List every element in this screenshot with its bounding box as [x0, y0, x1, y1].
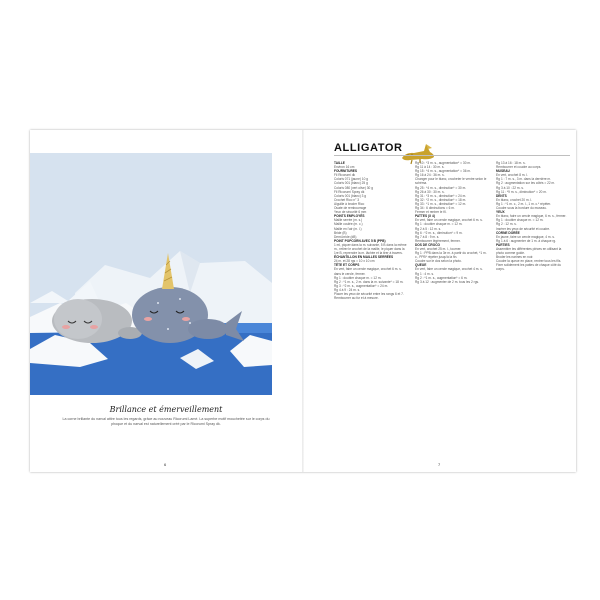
book-spread: [30, 130, 576, 472]
pattern-line: Rg 4 à 9 : 24 m. s.: [334, 287, 361, 292]
pattern-line: 1 ml, piquer dans la m. suivante, 5 B dans la même m., retirer le crochet de la maille, le piquer dans la 1re B, reprendre la m. lâchée et la tirer à travers.: [334, 242, 407, 256]
pattern-line: Rembourrer au fur et à mesure.: [334, 296, 379, 301]
pattern-line: Rg 11 : *9 m. s., diminution* = 20 m.: [496, 189, 547, 194]
pattern-heading: POINTS EMPLOYÉS: [334, 214, 365, 219]
pattern-title: ALLIGATOR: [334, 142, 403, 154]
pattern-line: Rg 1 : 7 m. s., 3 m. dans la dernière m.: [496, 177, 552, 182]
pattern-line: Aiguille à broder Rico: [334, 201, 365, 206]
pattern-line: Coloris 071 (jaune) 10 g: [334, 177, 369, 182]
pattern-heading: CORNE DORÉE: [496, 230, 520, 235]
pattern-line: En vert, crochet 25 m. l., tourner.: [415, 246, 462, 251]
pattern-line: Bride (B): [334, 230, 347, 235]
pattern-heading: PATTES (X 4): [415, 214, 435, 219]
pattern-heading: PARTIES: [496, 242, 510, 247]
pattern-line: En blanc, faire un cercle magique, 6 m. s., fermer.: [496, 214, 567, 219]
pattern-heading: DENTS: [496, 193, 507, 198]
pattern-line: Broder les narines en noir.: [496, 255, 534, 260]
pattern-line: Rg 6 : *2 m. s., diminution* = 9 m.: [415, 230, 463, 235]
pattern-line: Demi-bride (dB): [334, 234, 357, 239]
pattern-line: Rg 32 : *2 m. s., diminution* = 18 m.: [415, 197, 467, 202]
pattern-line: En blanc, crochet 20 m. l.: [496, 197, 532, 202]
pattern-line: Rg 10 : *3 m. s., augmentation* = 30 m.: [415, 161, 471, 165]
pattern-line: Rg 2 : 12 m. s.: [496, 222, 517, 227]
pattern-line: Coudre sous la bordure du museau.: [496, 206, 547, 211]
pattern-line: En vert, faire un cercle magique, crochet 6 m. s.: [415, 218, 483, 223]
caption-title: Brillance et émerveillement: [109, 405, 223, 414]
pattern-line: Rg 15 : *4 m. s., augmentation* = 36 m.: [415, 169, 471, 174]
pattern-line: Fil Ricorumi Spray dk: [334, 189, 365, 194]
pattern-line: En vert, faire un cercle magique, crochet 6 m. s. dans le cercle, fermer.: [334, 267, 402, 276]
pattern-line: Rembourrer et coudre au corps.: [496, 165, 542, 170]
pattern-line: Rg 1 : PPB dans la 3e m. à partir du crochet, *1 m. c., PPB* répéter jusqu'à la fin.: [415, 251, 487, 260]
pattern-line: En vert, crochet 8 m. l.: [496, 173, 528, 178]
pattern-heading: TÊTE ET CORPS: [334, 263, 360, 268]
pattern-line: Ouate de rembourrage: [334, 206, 367, 211]
pattern-column-3: [496, 161, 570, 456]
pattern-column-2: [415, 161, 489, 456]
pattern-line: Rg 31 : *3 m. s., diminution* = 24 m.: [415, 193, 467, 198]
pattern-line: Rg 11 à 14 : 30 m. s.: [415, 165, 445, 170]
pattern-line: Assembler les différentes pièces en utilisant la photo comme guide.: [496, 246, 562, 256]
pattern-line: Insérer les yeux de sécurité et coudre.: [496, 226, 551, 231]
pattern-line: Rembourrer légèrement, fermer.: [415, 238, 461, 243]
pattern-line: Rg 2 : augmentation sur les côtés = 22 m.: [496, 181, 556, 186]
pattern-line: Rg 3 à 10 : 22 m. s.: [496, 185, 524, 190]
pattern-heading: DOS DE CROCO: [415, 242, 440, 247]
pattern-line: Maille serrée (m. s.): [334, 218, 363, 223]
pattern-line: Rg 7 à 8 : 9 m. s.: [415, 234, 440, 239]
title-rule: [334, 155, 570, 156]
pattern-line: En vert, faire un cercle magique, crochet 4 m. s.: [415, 267, 483, 272]
pattern-line: Fermer et rentrer le fil.: [415, 210, 447, 215]
narwhal-seal-photo: [30, 153, 272, 395]
pattern-line: Coloris 001 (blanc) 25 g: [334, 181, 368, 186]
pattern-line: Rg 1 à 6 : augmenter de 1 m. à chaque rg.: [496, 238, 557, 243]
pattern-line: Rg 25 : *4 m. s., diminution* = 30 m.: [415, 185, 467, 190]
pattern-line: Rg 33 : *1 m. s., diminution* = 12 m.: [415, 201, 467, 206]
pattern-line: Coloris 080 (vert olive) 30 g: [334, 185, 373, 190]
pattern-line: Rg 1 : doubler chaque m. = 12 m.: [496, 218, 544, 223]
pattern-line: Placer les yeux de sécurité entre les rangs 6 et 7.: [334, 292, 404, 296]
pattern-line: Fil Ricorumi dk: [334, 173, 356, 178]
pattern-line: Environ 16 cm: [334, 165, 355, 170]
pattern-line: Yeux de sécurité 6 mm: [334, 210, 367, 215]
pattern-heading: POINT POPCORN AVEC 5 B (PPB): [334, 238, 386, 243]
pattern-line: Rg 16 à 24 : 36 m. s.: [415, 173, 445, 178]
pattern-line: Rg 26 à 30 : 30 m. s.: [415, 189, 445, 194]
pattern-line: Rg 2 à 5 : 12 m. s.: [415, 226, 442, 231]
pattern-line: Maille en l'air (m. l.): [334, 226, 362, 231]
pattern-line: Rg 1 : *1 m. c., 2 m. l., 1 m. c.* répéter.: [496, 201, 551, 206]
left-page: [30, 130, 302, 472]
pattern-heading: FOURNITURES: [334, 169, 358, 174]
pattern-line: Rg 3 : *2 m. s., augmentation* = 24 m.: [334, 283, 389, 288]
pattern-line: Fixer solidement les pattes de chaque côté du corps.: [496, 263, 562, 272]
pattern-heading: YEUX: [496, 210, 505, 215]
pattern-heading: ÉCHANTILLON EN MAILLES SERRÉES: [334, 255, 394, 260]
pattern-heading: QUEUE: [415, 263, 427, 268]
pattern-line: Crochet Rico n° 3: [334, 197, 360, 202]
pattern-line: Rg 34 : 6 diminutions = 6 m.: [415, 206, 455, 211]
pattern-line: Rg 13 à 16 : 18 m. s.: [496, 161, 526, 165]
pattern-line: Changer pour le blanc, crocheter le ventre selon le schéma.: [415, 177, 487, 186]
right-folio: 7: [438, 462, 441, 467]
left-folio: 6: [164, 462, 167, 467]
pattern-heading: MUSEAU: [496, 169, 510, 174]
pattern-line: Rg 2 : *1 m. s., 2 m. dans la m. suivante* = 18 m.: [334, 279, 404, 284]
pattern-line: Coudre sur le dos selon la photo.: [415, 259, 462, 264]
caption-text: La corne brillante du narval attire tous les regards, grâce au nouveau Ricorumi Lamé. La superbe motif mouchetée sur le corps du phoque et du narval est naturellement créé par le Ricorumi Spray dk.: [62, 417, 270, 426]
pattern-line: Rg 2 : *1 m. s., augmentation* = 6 m.: [415, 275, 468, 280]
pattern-line: En jaune, faire un cercle magique, 4 m. s.: [496, 234, 555, 239]
pattern-line: 24 m. et 28 rgs = 10 x 10 cm: [334, 259, 375, 264]
pattern-line: Rg 1 : 4 m. s.: [415, 271, 434, 276]
pattern-columns: [334, 161, 570, 456]
pattern-column-1: [334, 161, 408, 456]
photo-illustration: [30, 153, 272, 395]
pattern-line: Rg 1 : doubler chaque m. = 12 m.: [334, 275, 382, 280]
pattern-heading: TAILLE: [334, 161, 345, 165]
pattern-line: Coloris 001 (blanc) 3 g: [334, 193, 367, 198]
right-page: [304, 130, 576, 472]
pattern-line: Rg 1 : doubler chaque m. = 12 m.: [415, 222, 463, 227]
pattern-line: Coudre la queue en place, rentrer tous les fils.: [496, 259, 562, 264]
pattern-line: Rg 3 à 12 : augmenter de 2 m. tous les 2 rgs.: [415, 279, 479, 284]
pattern-line: Maille coulée (m. c.): [334, 222, 363, 227]
